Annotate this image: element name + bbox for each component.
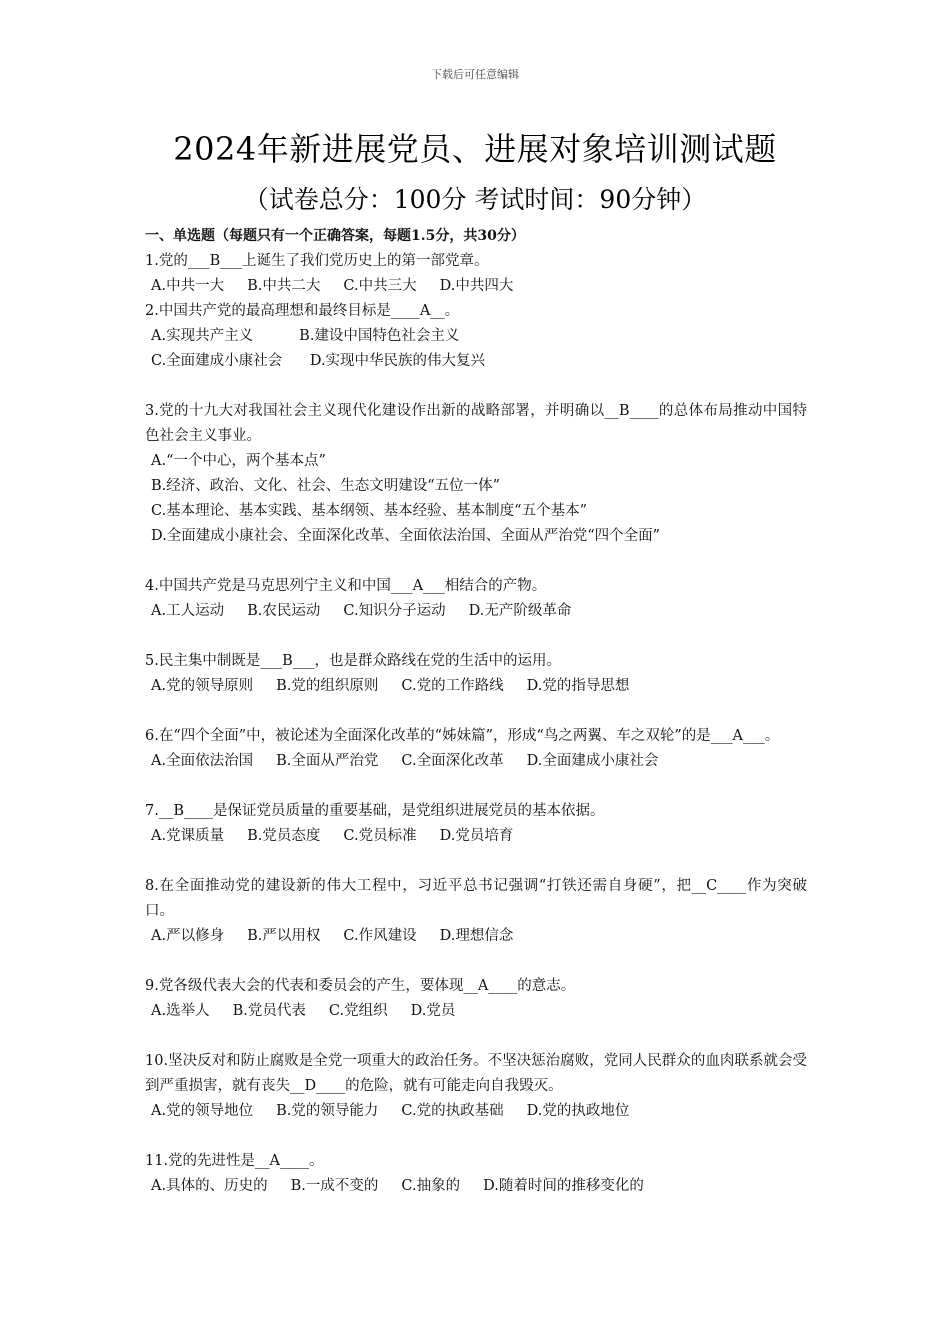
answer-options: A.全面依法治国 B.全面从严治党 C.全面深化改革 D.全面建成小康社会 — [151, 753, 659, 769]
question-block — [145, 399, 807, 574]
questions-container — [145, 249, 807, 1199]
question-text: 7.__B____是保证党员质量的重要基础，是党组织进展党员的基本依据。 — [145, 803, 605, 819]
answer-options: C.全面建成小康社会 D.实现中华民族的伟大复兴 — [151, 353, 486, 369]
question-block — [145, 649, 807, 724]
question-text: 8.在全面推动党的建设新的伟大工程中，习近平总书记强调“打铁还需自身硬”，把__C____作为突破口。 — [145, 878, 807, 919]
spacer — [145, 624, 807, 649]
question-block — [145, 574, 807, 649]
answer-options: A.党课质量 B.党员态度 C.党员标准 D.党员培育 — [151, 828, 514, 844]
document-subtitle: （试卷总分：100分 考试时间：90分钟） — [243, 185, 707, 214]
answer-options: A.具体的、历史的 B.一成不变的 C.抽象的 D.随着时间的推移变化的 — [151, 1178, 644, 1194]
answer-options: A.工人运动 B.农民运动 C.知识分子运动 D.无产阶级革命 — [151, 603, 572, 619]
answer-options: A.“一个中心，两个基本点” — [151, 453, 326, 469]
question-text: 3.党的十九大对我国社会主义现代化建设作出新的战略部署，并明确以__B____的总体布局推动中国特色社会主义事业。 — [145, 403, 807, 444]
question-block — [145, 974, 807, 1049]
question-block — [145, 299, 807, 399]
spacer — [145, 549, 807, 574]
question-text: 6.在“四个全面”中，被论述为全面深化改革的“姊妹篇”，形成“鸟之两翼、车之双轮”的是___A___。 — [145, 728, 780, 744]
spacer — [145, 374, 807, 399]
question-text: 5.民主集中制既是___B___，也是群众路线在党的生活中的运用。 — [145, 653, 561, 669]
spacer — [145, 699, 807, 724]
document-title: 2024年新进展党员、进展对象培训测试题 — [173, 130, 777, 168]
question-block — [145, 249, 807, 299]
answer-options: C.基本理论、基本实践、基本纲领、基本经验、基本制度“五个基本” — [151, 503, 588, 519]
question-text: 10.坚决反对和防止腐败是全党一项重大的政治任务。不坚决惩治腐败，党同人民群众的血肉联系就会受到严重损害，就有丧失__D____的危险，就有可能走向自我毁灭。 — [145, 1053, 807, 1094]
question-text: 2.中国共产党的最高理想和最终目标是____A__。 — [145, 303, 460, 319]
page-header: 下载后可任意编辑 — [431, 68, 519, 81]
section-heading: 一、单选题（每题只有一个正确答案，每题1.5分，共30分） — [145, 228, 525, 244]
question-text: 1.党的___B___上诞生了我们党历史上的第一部党章。 — [145, 253, 489, 269]
question-list — [145, 224, 807, 1199]
spacer — [145, 849, 807, 874]
question-block — [145, 724, 807, 799]
question-block — [145, 799, 807, 874]
answer-options: A.实现共产主义 B.建设中国特色社会主义 — [151, 328, 460, 344]
spacer — [145, 1024, 807, 1049]
answer-options: A.严以修身 B.严以用权 C.作风建设 D.理想信念 — [151, 928, 514, 944]
spacer — [145, 949, 807, 974]
question-text: 11.党的先进性是__A____。 — [145, 1153, 324, 1169]
answer-options: A.党的领导原则 B.党的组织原则 C.党的工作路线 D.党的指导思想 — [151, 678, 630, 694]
answer-options: D.全面建成小康社会、全面深化改革、全面依法治国、全面从严治党“四个全面” — [151, 528, 661, 544]
answer-options: A.选举人 B.党员代表 C.党组织 D.党员 — [151, 1003, 456, 1019]
answer-options: B.经济、政治、文化、社会、生态文明建设“五位一体” — [151, 478, 501, 494]
spacer — [145, 774, 807, 799]
question-text: 9.党各级代表大会的代表和委员会的产生，要体现__A____的意志。 — [145, 978, 576, 994]
question-block — [145, 1149, 807, 1199]
spacer — [145, 1124, 807, 1149]
answer-options: A.中共一大 B.中共二大 C.中共三大 D.中共四大 — [151, 278, 514, 294]
question-block — [145, 874, 807, 974]
question-text: 4.中国共产党是马克思列宁主义和中国___A___相结合的产物。 — [145, 578, 547, 594]
question-block — [145, 1049, 807, 1149]
answer-options: A.党的领导地位 B.党的领导能力 C.党的执政基础 D.党的执政地位 — [151, 1103, 630, 1119]
